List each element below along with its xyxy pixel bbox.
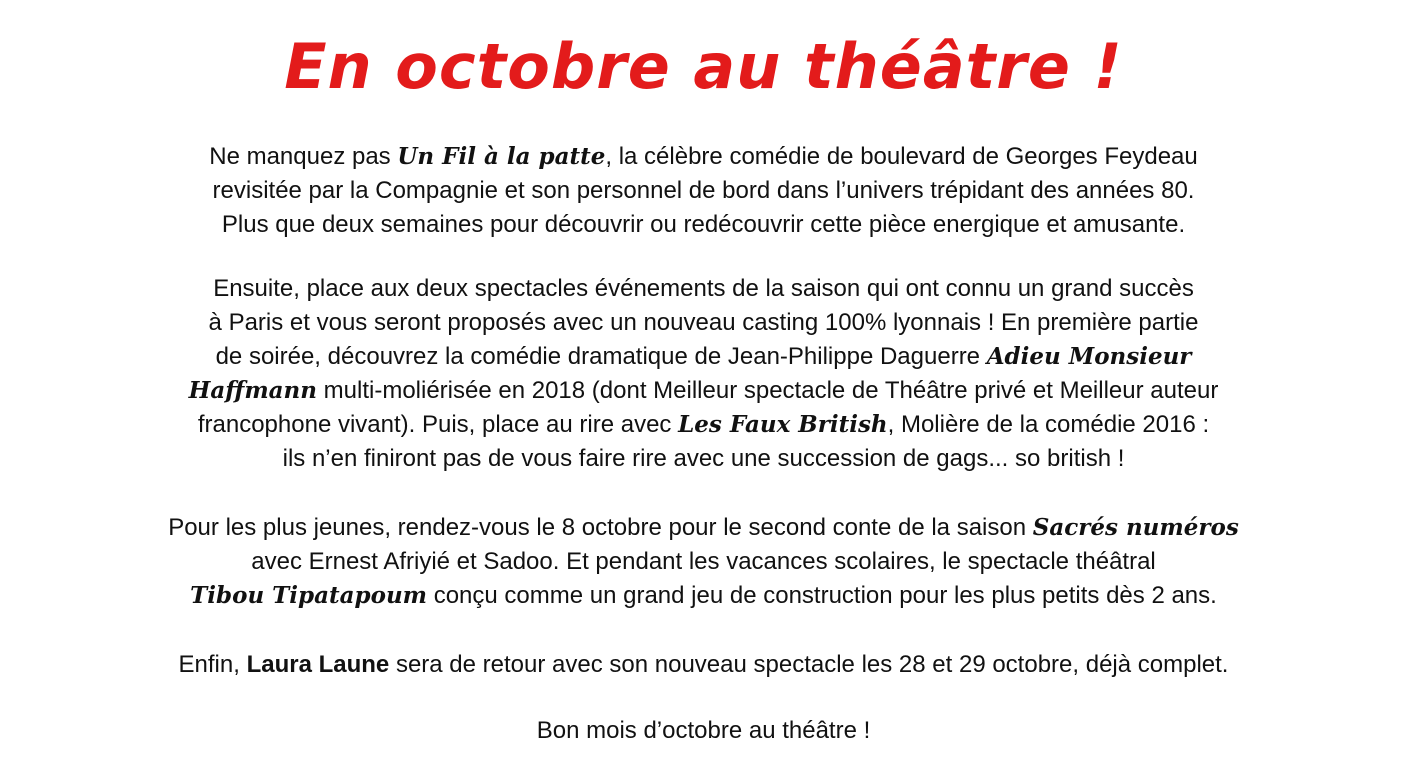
text-segment: , Molière de la comédie 2016 :: [887, 411, 1210, 438]
text-segment: Ne manquez pas: [209, 143, 398, 170]
artist-name: Laura Laune: [246, 651, 390, 678]
text-line: [0, 340, 1407, 374]
text-line: [0, 579, 1407, 613]
text-line: revisitée par la Compagnie et son personnel de bord dans l’univers trépidant des années 80.: [212, 177, 1195, 204]
work-title-les-faux-british: Les Faux British: [678, 411, 888, 438]
text-segment: multi-moliérisée en 2018 (dont Meilleur spectacle de Théâtre privé et Meilleur auteur: [317, 377, 1219, 404]
paragraph-jeune-public: [0, 511, 1407, 613]
text-line: [0, 374, 1407, 408]
text-line: avec Ernest Afriyié et Sadoo. Et pendant les vacances scolaires, le spectacle théâtral: [251, 548, 1156, 575]
text-line: [0, 140, 1407, 174]
text-segment: , la célèbre comédie de boulevard de Georges Feydeau: [605, 143, 1198, 170]
paragraph-un-fil-a-la-patte: [0, 140, 1407, 242]
work-title-adieu-monsieur: Adieu Monsieur: [986, 343, 1192, 370]
text-segment: de soirée, découvrez la comédie dramatique de Jean-Philippe Daguerre: [215, 343, 987, 370]
text-segment: sera de retour avec son nouveau spectacle les 28 et 29 octobre, déjà complet.: [389, 651, 1229, 678]
closing-line: Bon mois d’octobre au théâtre !: [536, 717, 871, 744]
text-line: ils n’en finiront pas de vous faire rire avec une succession de gags... so british !: [282, 445, 1125, 472]
text-segment: conçu comme un grand jeu de construction pour les plus petits dès 2 ans.: [427, 582, 1217, 609]
work-title-haffmann: Haffmann: [188, 377, 317, 404]
text-segment: francophone vivant). Puis, place au rire avec: [197, 411, 679, 438]
work-title-tibou-tipatapoum: Tibou Tipatapoum: [190, 582, 428, 609]
text-line: à Paris et vous seront proposés avec un nouveau casting 100% lyonnais ! En première partie: [208, 309, 1199, 336]
paragraph-evenements: [0, 272, 1407, 476]
text-line: [0, 648, 1407, 682]
text-line: [0, 511, 1407, 545]
work-title-un-fil-a-la-patte: Un Fil à la patte: [397, 143, 606, 170]
text-line: Ensuite, place aux deux spectacles événements de la saison qui ont connu un grand succès: [213, 275, 1194, 302]
work-title-sacres-numeros: Sacrés numéros: [1032, 514, 1239, 541]
text-segment: Pour les plus jeunes, rendez-vous le 8 octobre pour le second conte de la saison: [168, 514, 1033, 541]
text-line: [0, 408, 1407, 442]
text-segment: Enfin,: [178, 651, 247, 678]
text-line: Plus que deux semaines pour découvrir ou redécouvrir cette pièce energique et amusante.: [221, 211, 1186, 238]
page-title: En octobre au théâtre !: [284, 30, 1123, 103]
paragraph-laura-laune: [0, 648, 1407, 682]
